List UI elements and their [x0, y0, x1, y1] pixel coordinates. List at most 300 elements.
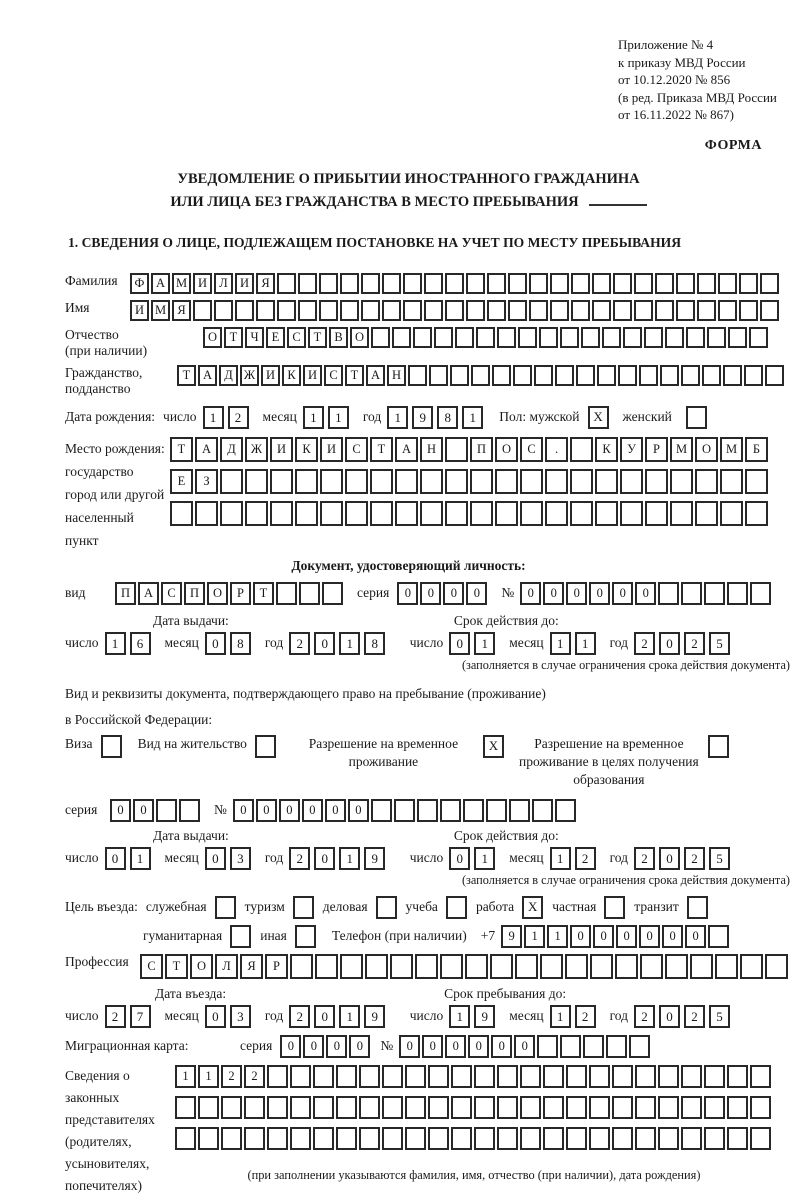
char-cell[interactable]: Т	[253, 582, 274, 605]
date-cell[interactable]: 1	[130, 847, 151, 870]
date-cell[interactable]: 2	[575, 1005, 596, 1028]
char-cell[interactable]: 0	[445, 1035, 466, 1058]
char-cell[interactable]	[540, 954, 563, 979]
char-cell[interactable]: О	[495, 437, 518, 462]
char-cell[interactable]	[299, 582, 320, 605]
char-cell[interactable]	[515, 954, 538, 979]
char-cell[interactable]	[690, 954, 713, 979]
char-cell[interactable]	[749, 327, 768, 348]
char-cell[interactable]	[336, 1127, 357, 1150]
char-cell[interactable]: 0	[279, 799, 300, 822]
char-cell[interactable]	[520, 1127, 541, 1150]
char-cell[interactable]: К	[282, 365, 301, 386]
char-cell[interactable]: 0	[422, 1035, 443, 1058]
char-cell[interactable]	[390, 954, 413, 979]
char-cell[interactable]	[340, 273, 359, 294]
date-cell[interactable]: 1	[575, 632, 596, 655]
char-cell[interactable]	[319, 300, 338, 321]
char-cell[interactable]: Д	[219, 365, 238, 386]
char-cell[interactable]: 0	[303, 1035, 324, 1058]
char-cell[interactable]: 0	[616, 925, 637, 948]
char-cell[interactable]	[537, 1035, 558, 1058]
char-cell[interactable]	[543, 1096, 564, 1119]
purpose-checkbox[interactable]: X	[522, 896, 543, 919]
char-cell[interactable]	[566, 1127, 587, 1150]
char-cell[interactable]: С	[520, 437, 543, 462]
purpose-checkbox[interactable]	[687, 896, 708, 919]
char-cell[interactable]	[487, 300, 506, 321]
char-cell[interactable]	[715, 954, 738, 979]
char-cell[interactable]: Д	[220, 437, 243, 462]
char-cell[interactable]: Т	[170, 437, 193, 462]
char-cell[interactable]	[560, 327, 579, 348]
visa-checkbox[interactable]	[101, 735, 122, 758]
char-cell[interactable]: О	[190, 954, 213, 979]
rvp-checkbox[interactable]: X	[483, 735, 504, 758]
date-cell[interactable]: 0	[205, 847, 226, 870]
char-cell[interactable]	[665, 327, 684, 348]
sex-female-checkbox[interactable]	[686, 406, 707, 429]
char-cell[interactable]: 2	[221, 1065, 242, 1088]
date-cell[interactable]: 2	[575, 847, 596, 870]
char-cell[interactable]: 0	[612, 582, 633, 605]
char-cell[interactable]	[727, 1096, 748, 1119]
char-cell[interactable]	[727, 1127, 748, 1150]
char-cell[interactable]	[760, 273, 779, 294]
char-cell[interactable]	[451, 1127, 472, 1150]
char-cell[interactable]: О	[350, 327, 369, 348]
char-cell[interactable]	[676, 273, 695, 294]
date-cell[interactable]: 2	[289, 847, 310, 870]
date-cell[interactable]: 9	[364, 1005, 385, 1028]
char-cell[interactable]	[267, 1096, 288, 1119]
char-cell[interactable]	[670, 469, 693, 494]
char-cell[interactable]: К	[595, 437, 618, 462]
char-cell[interactable]	[565, 954, 588, 979]
char-cell[interactable]	[175, 1096, 196, 1119]
char-cell[interactable]: 1	[524, 925, 545, 948]
char-cell[interactable]	[382, 1096, 403, 1119]
purpose-checkbox[interactable]	[604, 896, 625, 919]
char-cell[interactable]: 1	[175, 1065, 196, 1088]
char-cell[interactable]: 0	[325, 799, 346, 822]
char-cell[interactable]	[474, 1096, 495, 1119]
char-cell[interactable]: Р	[230, 582, 251, 605]
date-cell[interactable]: 5	[709, 632, 730, 655]
purpose-checkbox[interactable]	[295, 925, 316, 948]
char-cell[interactable]	[495, 501, 518, 526]
char-cell[interactable]	[405, 1127, 426, 1150]
char-cell[interactable]	[623, 327, 642, 348]
char-cell[interactable]	[695, 501, 718, 526]
residence-permit-checkbox[interactable]	[255, 735, 276, 758]
char-cell[interactable]	[371, 327, 390, 348]
date-cell[interactable]: 1	[105, 632, 126, 655]
char-cell[interactable]: Л	[214, 273, 233, 294]
char-cell[interactable]	[760, 300, 779, 321]
char-cell[interactable]	[597, 365, 616, 386]
purpose-checkbox[interactable]	[230, 925, 251, 948]
char-cell[interactable]: С	[140, 954, 163, 979]
char-cell[interactable]	[606, 1035, 627, 1058]
char-cell[interactable]: А	[395, 437, 418, 462]
char-cell[interactable]	[529, 300, 548, 321]
date-cell[interactable]: 0	[105, 847, 126, 870]
char-cell[interactable]	[595, 469, 618, 494]
char-cell[interactable]: 1	[198, 1065, 219, 1088]
char-cell[interactable]	[290, 954, 313, 979]
char-cell[interactable]	[644, 327, 663, 348]
date-cell[interactable]: 1	[339, 632, 360, 655]
char-cell[interactable]	[513, 365, 532, 386]
date-cell[interactable]: 8	[364, 632, 385, 655]
date-cell[interactable]: 7	[130, 1005, 151, 1028]
char-cell[interactable]: 0	[514, 1035, 535, 1058]
char-cell[interactable]	[704, 1065, 725, 1088]
char-cell[interactable]	[543, 1127, 564, 1150]
char-cell[interactable]: Б	[745, 437, 768, 462]
char-cell[interactable]	[520, 469, 543, 494]
char-cell[interactable]	[681, 1096, 702, 1119]
char-cell[interactable]	[704, 1127, 725, 1150]
char-cell[interactable]: Е	[266, 327, 285, 348]
char-cell[interactable]: А	[366, 365, 385, 386]
char-cell[interactable]	[635, 1127, 656, 1150]
char-cell[interactable]: А	[195, 437, 218, 462]
char-cell[interactable]: Ч	[245, 327, 264, 348]
char-cell[interactable]	[370, 469, 393, 494]
date-cell[interactable]: 2	[684, 632, 705, 655]
char-cell[interactable]	[365, 954, 388, 979]
char-cell[interactable]	[319, 273, 338, 294]
char-cell[interactable]	[655, 273, 674, 294]
char-cell[interactable]: 0	[589, 582, 610, 605]
char-cell[interactable]: 0	[466, 582, 487, 605]
char-cell[interactable]	[635, 1096, 656, 1119]
char-cell[interactable]	[613, 273, 632, 294]
char-cell[interactable]	[428, 1096, 449, 1119]
char-cell[interactable]: 0	[570, 925, 591, 948]
char-cell[interactable]	[455, 327, 474, 348]
char-cell[interactable]	[198, 1127, 219, 1150]
char-cell[interactable]	[277, 273, 296, 294]
char-cell[interactable]	[361, 300, 380, 321]
date-cell[interactable]: 2	[634, 1005, 655, 1028]
char-cell[interactable]	[566, 1065, 587, 1088]
char-cell[interactable]	[697, 300, 716, 321]
char-cell[interactable]	[660, 365, 679, 386]
date-cell[interactable]: 0	[314, 632, 335, 655]
char-cell[interactable]	[429, 365, 448, 386]
char-cell[interactable]	[676, 300, 695, 321]
char-cell[interactable]: П	[184, 582, 205, 605]
char-cell[interactable]: М	[172, 273, 191, 294]
char-cell[interactable]: П	[115, 582, 136, 605]
char-cell[interactable]	[361, 273, 380, 294]
char-cell[interactable]	[245, 469, 268, 494]
char-cell[interactable]	[270, 501, 293, 526]
char-cell[interactable]	[570, 501, 593, 526]
date-cell[interactable]: 0	[659, 1005, 680, 1028]
char-cell[interactable]: И	[320, 437, 343, 462]
char-cell[interactable]: 0	[349, 1035, 370, 1058]
char-cell[interactable]	[359, 1127, 380, 1150]
purpose-checkbox[interactable]	[376, 896, 397, 919]
char-cell[interactable]	[170, 501, 193, 526]
char-cell[interactable]	[508, 300, 527, 321]
char-cell[interactable]: Я	[240, 954, 263, 979]
char-cell[interactable]: В	[329, 327, 348, 348]
char-cell[interactable]	[394, 799, 415, 822]
char-cell[interactable]: 0	[420, 582, 441, 605]
char-cell[interactable]	[704, 1096, 725, 1119]
char-cell[interactable]	[620, 501, 643, 526]
char-cell[interactable]	[750, 1096, 771, 1119]
char-cell[interactable]: К	[295, 437, 318, 462]
char-cell[interactable]	[497, 1065, 518, 1088]
purpose-checkbox[interactable]	[293, 896, 314, 919]
char-cell[interactable]	[175, 1127, 196, 1150]
char-cell[interactable]	[290, 1065, 311, 1088]
char-cell[interactable]	[345, 469, 368, 494]
char-cell[interactable]	[520, 1065, 541, 1088]
date-cell[interactable]: 0	[314, 1005, 335, 1028]
char-cell[interactable]: 0	[133, 799, 154, 822]
char-cell[interactable]: М	[720, 437, 743, 462]
char-cell[interactable]	[445, 273, 464, 294]
char-cell[interactable]: 0	[566, 582, 587, 605]
char-cell[interactable]: С	[161, 582, 182, 605]
date-cell[interactable]: 0	[659, 632, 680, 655]
char-cell[interactable]: Ж	[240, 365, 259, 386]
char-cell[interactable]	[428, 1065, 449, 1088]
char-cell[interactable]: Т	[308, 327, 327, 348]
char-cell[interactable]: Н	[420, 437, 443, 462]
char-cell[interactable]	[665, 954, 688, 979]
char-cell[interactable]	[560, 1035, 581, 1058]
char-cell[interactable]	[718, 300, 737, 321]
char-cell[interactable]	[658, 582, 679, 605]
sex-male-checkbox[interactable]: X	[588, 406, 609, 429]
char-cell[interactable]: И	[261, 365, 280, 386]
char-cell[interactable]	[534, 365, 553, 386]
char-cell[interactable]	[539, 327, 558, 348]
char-cell[interactable]	[490, 954, 513, 979]
char-cell[interactable]	[195, 501, 218, 526]
char-cell[interactable]: И	[130, 300, 149, 321]
char-cell[interactable]	[645, 469, 668, 494]
char-cell[interactable]	[555, 365, 574, 386]
char-cell[interactable]	[235, 300, 254, 321]
char-cell[interactable]: 0	[635, 582, 656, 605]
date-cell[interactable]: 1	[550, 1005, 571, 1028]
char-cell[interactable]	[295, 469, 318, 494]
char-cell[interactable]	[707, 327, 726, 348]
char-cell[interactable]	[615, 954, 638, 979]
char-cell[interactable]: 0	[397, 582, 418, 605]
char-cell[interactable]	[193, 300, 212, 321]
char-cell[interactable]: О	[203, 327, 222, 348]
char-cell[interactable]	[645, 501, 668, 526]
char-cell[interactable]	[497, 1096, 518, 1119]
char-cell[interactable]	[592, 273, 611, 294]
char-cell[interactable]	[476, 327, 495, 348]
char-cell[interactable]	[612, 1065, 633, 1088]
char-cell[interactable]: Т	[345, 365, 364, 386]
char-cell[interactable]	[740, 954, 763, 979]
date-cell[interactable]: 2	[684, 847, 705, 870]
char-cell[interactable]	[686, 327, 705, 348]
char-cell[interactable]	[695, 469, 718, 494]
char-cell[interactable]: П	[470, 437, 493, 462]
date-cell[interactable]: 1	[550, 632, 571, 655]
char-cell[interactable]	[739, 273, 758, 294]
char-cell[interactable]: С	[287, 327, 306, 348]
char-cell[interactable]	[313, 1127, 334, 1150]
char-cell[interactable]	[529, 273, 548, 294]
date-cell[interactable]: 1	[339, 1005, 360, 1028]
char-cell[interactable]	[450, 365, 469, 386]
char-cell[interactable]	[156, 799, 177, 822]
char-cell[interactable]	[704, 582, 725, 605]
char-cell[interactable]	[739, 300, 758, 321]
date-cell[interactable]: 0	[205, 1005, 226, 1028]
char-cell[interactable]: И	[270, 437, 293, 462]
char-cell[interactable]	[290, 1096, 311, 1119]
char-cell[interactable]	[589, 1065, 610, 1088]
char-cell[interactable]	[555, 799, 576, 822]
char-cell[interactable]	[245, 501, 268, 526]
date-cell[interactable]: 2	[634, 847, 655, 870]
char-cell[interactable]: С	[324, 365, 343, 386]
char-cell[interactable]	[765, 365, 784, 386]
char-cell[interactable]	[720, 501, 743, 526]
date-cell[interactable]: 5	[709, 847, 730, 870]
char-cell[interactable]	[629, 1035, 650, 1058]
date-cell[interactable]: 2	[228, 406, 249, 429]
char-cell[interactable]	[382, 1065, 403, 1088]
char-cell[interactable]	[639, 365, 658, 386]
char-cell[interactable]	[583, 1035, 604, 1058]
char-cell[interactable]: 9	[501, 925, 522, 948]
char-cell[interactable]	[371, 799, 392, 822]
char-cell[interactable]	[750, 1127, 771, 1150]
char-cell[interactable]	[221, 1096, 242, 1119]
char-cell[interactable]: 0	[110, 799, 131, 822]
date-cell[interactable]: 0	[314, 847, 335, 870]
char-cell[interactable]	[497, 327, 516, 348]
char-cell[interactable]	[417, 799, 438, 822]
char-cell[interactable]: Я	[172, 300, 191, 321]
char-cell[interactable]	[405, 1096, 426, 1119]
char-cell[interactable]: Т	[224, 327, 243, 348]
char-cell[interactable]: М	[151, 300, 170, 321]
char-cell[interactable]	[276, 582, 297, 605]
char-cell[interactable]: Ф	[130, 273, 149, 294]
char-cell[interactable]	[403, 273, 422, 294]
char-cell[interactable]	[728, 327, 747, 348]
char-cell[interactable]: Е	[170, 469, 193, 494]
char-cell[interactable]	[465, 954, 488, 979]
char-cell[interactable]	[566, 1096, 587, 1119]
char-cell[interactable]: И	[303, 365, 322, 386]
char-cell[interactable]: Т	[370, 437, 393, 462]
char-cell[interactable]	[434, 327, 453, 348]
char-cell[interactable]	[492, 365, 511, 386]
char-cell[interactable]	[635, 1065, 656, 1088]
char-cell[interactable]: А	[138, 582, 159, 605]
char-cell[interactable]	[590, 954, 613, 979]
char-cell[interactable]	[520, 501, 543, 526]
char-cell[interactable]: У	[620, 437, 643, 462]
date-cell[interactable]: 1	[462, 406, 483, 429]
char-cell[interactable]	[620, 469, 643, 494]
date-cell[interactable]: 3	[230, 847, 251, 870]
char-cell[interactable]	[550, 273, 569, 294]
char-cell[interactable]	[602, 327, 621, 348]
char-cell[interactable]	[298, 300, 317, 321]
char-cell[interactable]	[570, 437, 593, 462]
char-cell[interactable]	[313, 1065, 334, 1088]
char-cell[interactable]	[765, 954, 788, 979]
char-cell[interactable]	[221, 1127, 242, 1150]
char-cell[interactable]: 0	[280, 1035, 301, 1058]
char-cell[interactable]	[345, 501, 368, 526]
char-cell[interactable]: 0	[256, 799, 277, 822]
char-cell[interactable]	[340, 300, 359, 321]
char-cell[interactable]: 0	[443, 582, 464, 605]
char-cell[interactable]	[571, 300, 590, 321]
char-cell[interactable]	[708, 925, 729, 948]
char-cell[interactable]	[445, 501, 468, 526]
date-cell[interactable]: 8	[230, 632, 251, 655]
char-cell[interactable]: С	[345, 437, 368, 462]
char-cell[interactable]	[487, 273, 506, 294]
date-cell[interactable]: 0	[205, 632, 226, 655]
char-cell[interactable]	[655, 300, 674, 321]
date-cell[interactable]: 2	[105, 1005, 126, 1028]
date-cell[interactable]: 8	[437, 406, 458, 429]
char-cell[interactable]	[474, 1065, 495, 1088]
char-cell[interactable]	[681, 1127, 702, 1150]
char-cell[interactable]: Ж	[245, 437, 268, 462]
char-cell[interactable]	[589, 1127, 610, 1150]
date-cell[interactable]: 1	[303, 406, 324, 429]
char-cell[interactable]	[545, 469, 568, 494]
date-cell[interactable]: 9	[412, 406, 433, 429]
char-cell[interactable]	[277, 300, 296, 321]
char-cell[interactable]	[382, 1127, 403, 1150]
char-cell[interactable]	[320, 501, 343, 526]
char-cell[interactable]: 0	[348, 799, 369, 822]
char-cell[interactable]	[420, 501, 443, 526]
char-cell[interactable]	[420, 469, 443, 494]
char-cell[interactable]	[550, 300, 569, 321]
date-cell[interactable]: 1	[339, 847, 360, 870]
char-cell[interactable]: Т	[165, 954, 188, 979]
char-cell[interactable]	[576, 365, 595, 386]
char-cell[interactable]: О	[207, 582, 228, 605]
char-cell[interactable]	[474, 1127, 495, 1150]
date-cell[interactable]: 2	[684, 1005, 705, 1028]
date-cell[interactable]: 1	[203, 406, 224, 429]
char-cell[interactable]	[518, 327, 537, 348]
char-cell[interactable]	[681, 582, 702, 605]
date-cell[interactable]: 0	[659, 847, 680, 870]
char-cell[interactable]	[727, 1065, 748, 1088]
char-cell[interactable]	[466, 273, 485, 294]
char-cell[interactable]	[613, 300, 632, 321]
